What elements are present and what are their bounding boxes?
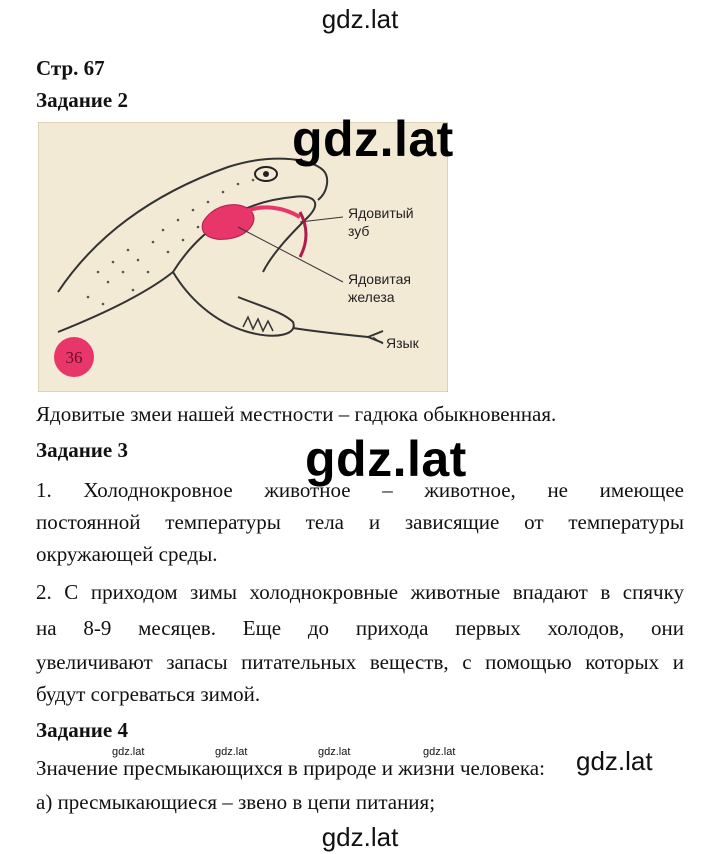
watermark-large-1: gdz.lat [292, 111, 454, 167]
task3-heading: Задание 3 [36, 438, 128, 462]
task3-p2-line4: будут согреваться зимой. [36, 682, 261, 706]
task3-p1-line2: постоянной температуры тела и зависящие от температуры [36, 510, 684, 534]
task4-line1: Значение пресмыкающихся в природе и жизни человека: [36, 756, 545, 780]
task3-p2-line1: 2. С приходом зимы холоднокровные животные впадают в спячку [36, 580, 684, 604]
page-reference: Стр. 67 [36, 56, 105, 80]
task3-p1-line1: 1. Холоднокровное животное – животное, не имеющее [36, 478, 684, 502]
label-venom-gland-1: Ядовитая [348, 271, 411, 287]
watermark-inline: gdz.lat [576, 746, 653, 776]
watermark-small-2: gdz.lat [215, 746, 248, 758]
task4-heading: Задание 4 [36, 718, 128, 742]
watermark-large-2: gdz.lat [305, 431, 467, 487]
label-venom-fang-2: зуб [348, 223, 370, 239]
figure-number: 36 [65, 348, 83, 367]
label-venom-fang-1: Ядовитый [348, 205, 414, 221]
watermark-small-1: gdz.lat [112, 746, 145, 758]
task4-line2: а) пресмыкающиеся – звено в цепи питания; [36, 790, 436, 814]
watermark-small-3: gdz.lat [318, 746, 351, 758]
label-tongue: Язык [386, 335, 419, 351]
task2-answer: Ядовитые змеи нашей местности – гадюка обыкновенная. [36, 402, 557, 426]
task3-p1-line3: окружающей среды. [36, 542, 218, 566]
watermark-small-4: gdz.lat [423, 746, 456, 758]
watermark-top: gdz.lat [321, 4, 399, 34]
task3-p2-line2: на 8-9 месяцев. Еще до прихода первых холодов, они [36, 616, 684, 640]
label-venom-gland-2: железа [348, 289, 395, 305]
task2-heading: Задание 2 [36, 88, 128, 112]
watermark-bottom: gdz.lat [321, 822, 399, 852]
task3-p2-line3: увеличивают запасы питательных веществ, с помощью которых и [36, 650, 684, 674]
